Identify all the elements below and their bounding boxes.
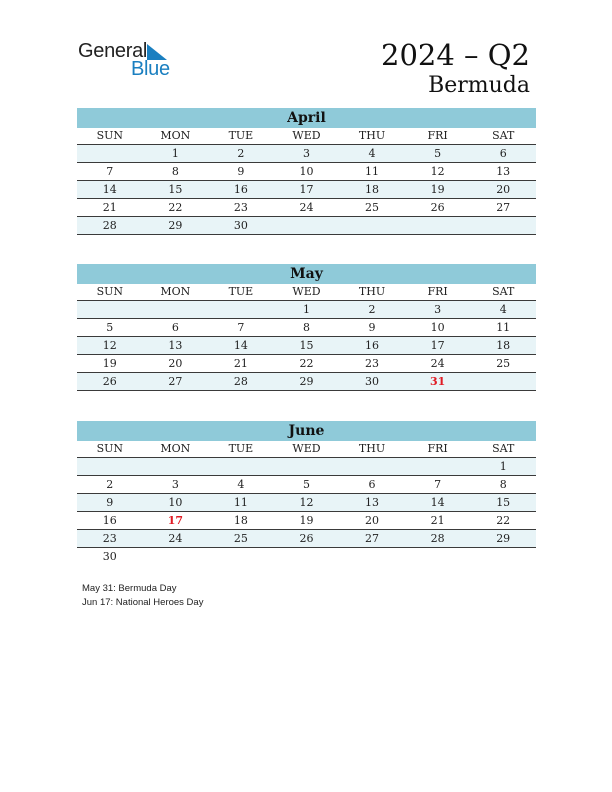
calendar-grid: [77, 441, 536, 565]
day-cell: 10: [143, 494, 209, 512]
empty-day-cell: [208, 458, 274, 476]
week-row: [77, 530, 536, 548]
day-cell: 30: [339, 373, 405, 391]
weekday-label: MON: [143, 128, 209, 145]
day-cell: 7: [208, 319, 274, 337]
empty-day-cell: [339, 217, 405, 235]
day-cell: 18: [470, 337, 536, 355]
day-cell: 15: [143, 181, 209, 199]
weekday-label: SAT: [470, 284, 536, 301]
day-cell: 28: [77, 217, 143, 235]
week-row: [77, 512, 536, 530]
generalblue-logo: [78, 40, 188, 80]
day-cell: 27: [470, 199, 536, 217]
day-cell: 21: [208, 355, 274, 373]
day-cell: 6: [470, 145, 536, 163]
weekday-label: SUN: [77, 128, 143, 145]
holiday-day-cell: 17: [143, 512, 209, 530]
day-cell: 11: [470, 319, 536, 337]
day-cell: 29: [470, 530, 536, 548]
week-row: [77, 337, 536, 355]
weekday-header-row: [77, 441, 536, 458]
day-cell: 26: [274, 530, 340, 548]
empty-day-cell: [274, 217, 340, 235]
weekday-label: SUN: [77, 284, 143, 301]
weekday-label: MON: [143, 441, 209, 458]
empty-day-cell: [405, 217, 471, 235]
week-row: [77, 373, 536, 391]
empty-day-cell: [274, 458, 340, 476]
empty-day-cell: [470, 217, 536, 235]
empty-day-cell: [274, 548, 340, 566]
day-cell: 18: [208, 512, 274, 530]
weekday-label: TUE: [208, 441, 274, 458]
day-cell: 17: [405, 337, 471, 355]
day-cell: 22: [143, 199, 209, 217]
day-cell: 3: [405, 301, 471, 319]
month-name: April: [77, 108, 536, 128]
day-cell: 15: [274, 337, 340, 355]
month-calendar-may: [77, 264, 536, 391]
month-name: May: [77, 264, 536, 284]
weekday-label: WED: [274, 441, 340, 458]
day-cell: 12: [77, 337, 143, 355]
empty-day-cell: [339, 458, 405, 476]
empty-day-cell: [143, 301, 209, 319]
day-cell: 22: [470, 512, 536, 530]
day-cell: 24: [143, 530, 209, 548]
day-cell: 10: [405, 319, 471, 337]
day-cell: 29: [274, 373, 340, 391]
day-cell: 24: [274, 199, 340, 217]
calendar-grid: [77, 128, 536, 235]
day-cell: 5: [405, 145, 471, 163]
weekday-header-row: [77, 284, 536, 301]
logo-text-general: General: [78, 40, 148, 62]
day-cell: 13: [143, 337, 209, 355]
day-cell: 16: [77, 512, 143, 530]
weekday-label: WED: [274, 128, 340, 145]
day-cell: 5: [77, 319, 143, 337]
calendar-grid: [77, 284, 536, 391]
day-cell: 3: [143, 476, 209, 494]
country-title: Bermuda: [428, 73, 530, 98]
month-calendar-june: [77, 421, 536, 565]
week-row: [77, 319, 536, 337]
day-cell: 12: [405, 163, 471, 181]
empty-day-cell: [208, 301, 274, 319]
day-cell: 20: [339, 512, 405, 530]
day-cell: 1: [470, 458, 536, 476]
day-cell: 5: [274, 476, 340, 494]
day-cell: 30: [77, 548, 143, 566]
weekday-label: THU: [339, 441, 405, 458]
weekday-label: THU: [339, 284, 405, 301]
weekday-label: FRI: [405, 441, 471, 458]
day-cell: 21: [405, 512, 471, 530]
day-cell: 19: [77, 355, 143, 373]
week-row: [77, 458, 536, 476]
week-row: [77, 355, 536, 373]
day-cell: 1: [274, 301, 340, 319]
day-cell: 28: [208, 373, 274, 391]
day-cell: 27: [339, 530, 405, 548]
day-cell: 6: [339, 476, 405, 494]
day-cell: 25: [470, 355, 536, 373]
weekday-label: THU: [339, 128, 405, 145]
day-cell: 17: [274, 181, 340, 199]
day-cell: 26: [405, 199, 471, 217]
weekday-label: TUE: [208, 284, 274, 301]
week-row: [77, 199, 536, 217]
day-cell: 9: [339, 319, 405, 337]
day-cell: 22: [274, 355, 340, 373]
logo-text-blue: Blue: [131, 58, 170, 80]
day-cell: 7: [405, 476, 471, 494]
day-cell: 2: [339, 301, 405, 319]
week-row: [77, 163, 536, 181]
empty-day-cell: [143, 548, 209, 566]
day-cell: 4: [208, 476, 274, 494]
day-cell: 9: [208, 163, 274, 181]
week-row: [77, 548, 536, 566]
empty-day-cell: [339, 548, 405, 566]
weekday-label: WED: [274, 284, 340, 301]
holiday-note: May 31: Bermuda Day: [82, 583, 177, 594]
empty-day-cell: [77, 458, 143, 476]
day-cell: 4: [470, 301, 536, 319]
weekday-label: MON: [143, 284, 209, 301]
day-cell: 16: [339, 337, 405, 355]
day-cell: 8: [143, 163, 209, 181]
holiday-note: Jun 17: National Heroes Day: [82, 597, 204, 608]
day-cell: 12: [274, 494, 340, 512]
weekday-label: SUN: [77, 441, 143, 458]
day-cell: 24: [405, 355, 471, 373]
day-cell: 15: [470, 494, 536, 512]
day-cell: 23: [77, 530, 143, 548]
day-cell: 9: [77, 494, 143, 512]
week-row: [77, 181, 536, 199]
day-cell: 20: [143, 355, 209, 373]
day-cell: 7: [77, 163, 143, 181]
page-title: 2024 – Q2: [381, 38, 530, 72]
day-cell: 3: [274, 145, 340, 163]
day-cell: 6: [143, 319, 209, 337]
month-calendar-april: [77, 108, 536, 235]
day-cell: 11: [208, 494, 274, 512]
week-row: [77, 301, 536, 319]
day-cell: 8: [274, 319, 340, 337]
day-cell: 1: [143, 145, 209, 163]
day-cell: 2: [77, 476, 143, 494]
weekday-label: FRI: [405, 128, 471, 145]
day-cell: 14: [405, 494, 471, 512]
day-cell: 4: [339, 145, 405, 163]
day-cell: 13: [339, 494, 405, 512]
day-cell: 8: [470, 476, 536, 494]
day-cell: 14: [208, 337, 274, 355]
holiday-notes: [82, 582, 203, 610]
day-cell: 18: [339, 181, 405, 199]
weekday-header-row: [77, 128, 536, 145]
day-cell: 29: [143, 217, 209, 235]
day-cell: 13: [470, 163, 536, 181]
month-name: June: [77, 421, 536, 441]
week-row: [77, 494, 536, 512]
week-row: [77, 145, 536, 163]
day-cell: 19: [405, 181, 471, 199]
day-cell: 16: [208, 181, 274, 199]
empty-day-cell: [77, 145, 143, 163]
day-cell: 30: [208, 217, 274, 235]
day-cell: 14: [77, 181, 143, 199]
day-cell: 10: [274, 163, 340, 181]
week-row: [77, 476, 536, 494]
day-cell: 21: [77, 199, 143, 217]
weekday-label: SAT: [470, 441, 536, 458]
weekday-label: FRI: [405, 284, 471, 301]
empty-day-cell: [208, 548, 274, 566]
day-cell: 25: [208, 530, 274, 548]
weekday-label: TUE: [208, 128, 274, 145]
empty-day-cell: [405, 548, 471, 566]
day-cell: 20: [470, 181, 536, 199]
day-cell: 23: [208, 199, 274, 217]
empty-day-cell: [77, 301, 143, 319]
day-cell: 2: [208, 145, 274, 163]
day-cell: 19: [274, 512, 340, 530]
day-cell: 23: [339, 355, 405, 373]
day-cell: 26: [77, 373, 143, 391]
day-cell: 25: [339, 199, 405, 217]
holiday-day-cell: 31: [405, 373, 471, 391]
day-cell: 28: [405, 530, 471, 548]
weekday-label: SAT: [470, 128, 536, 145]
empty-day-cell: [470, 548, 536, 566]
empty-day-cell: [470, 373, 536, 391]
week-row: [77, 217, 536, 235]
empty-day-cell: [143, 458, 209, 476]
day-cell: 27: [143, 373, 209, 391]
empty-day-cell: [405, 458, 471, 476]
day-cell: 11: [339, 163, 405, 181]
